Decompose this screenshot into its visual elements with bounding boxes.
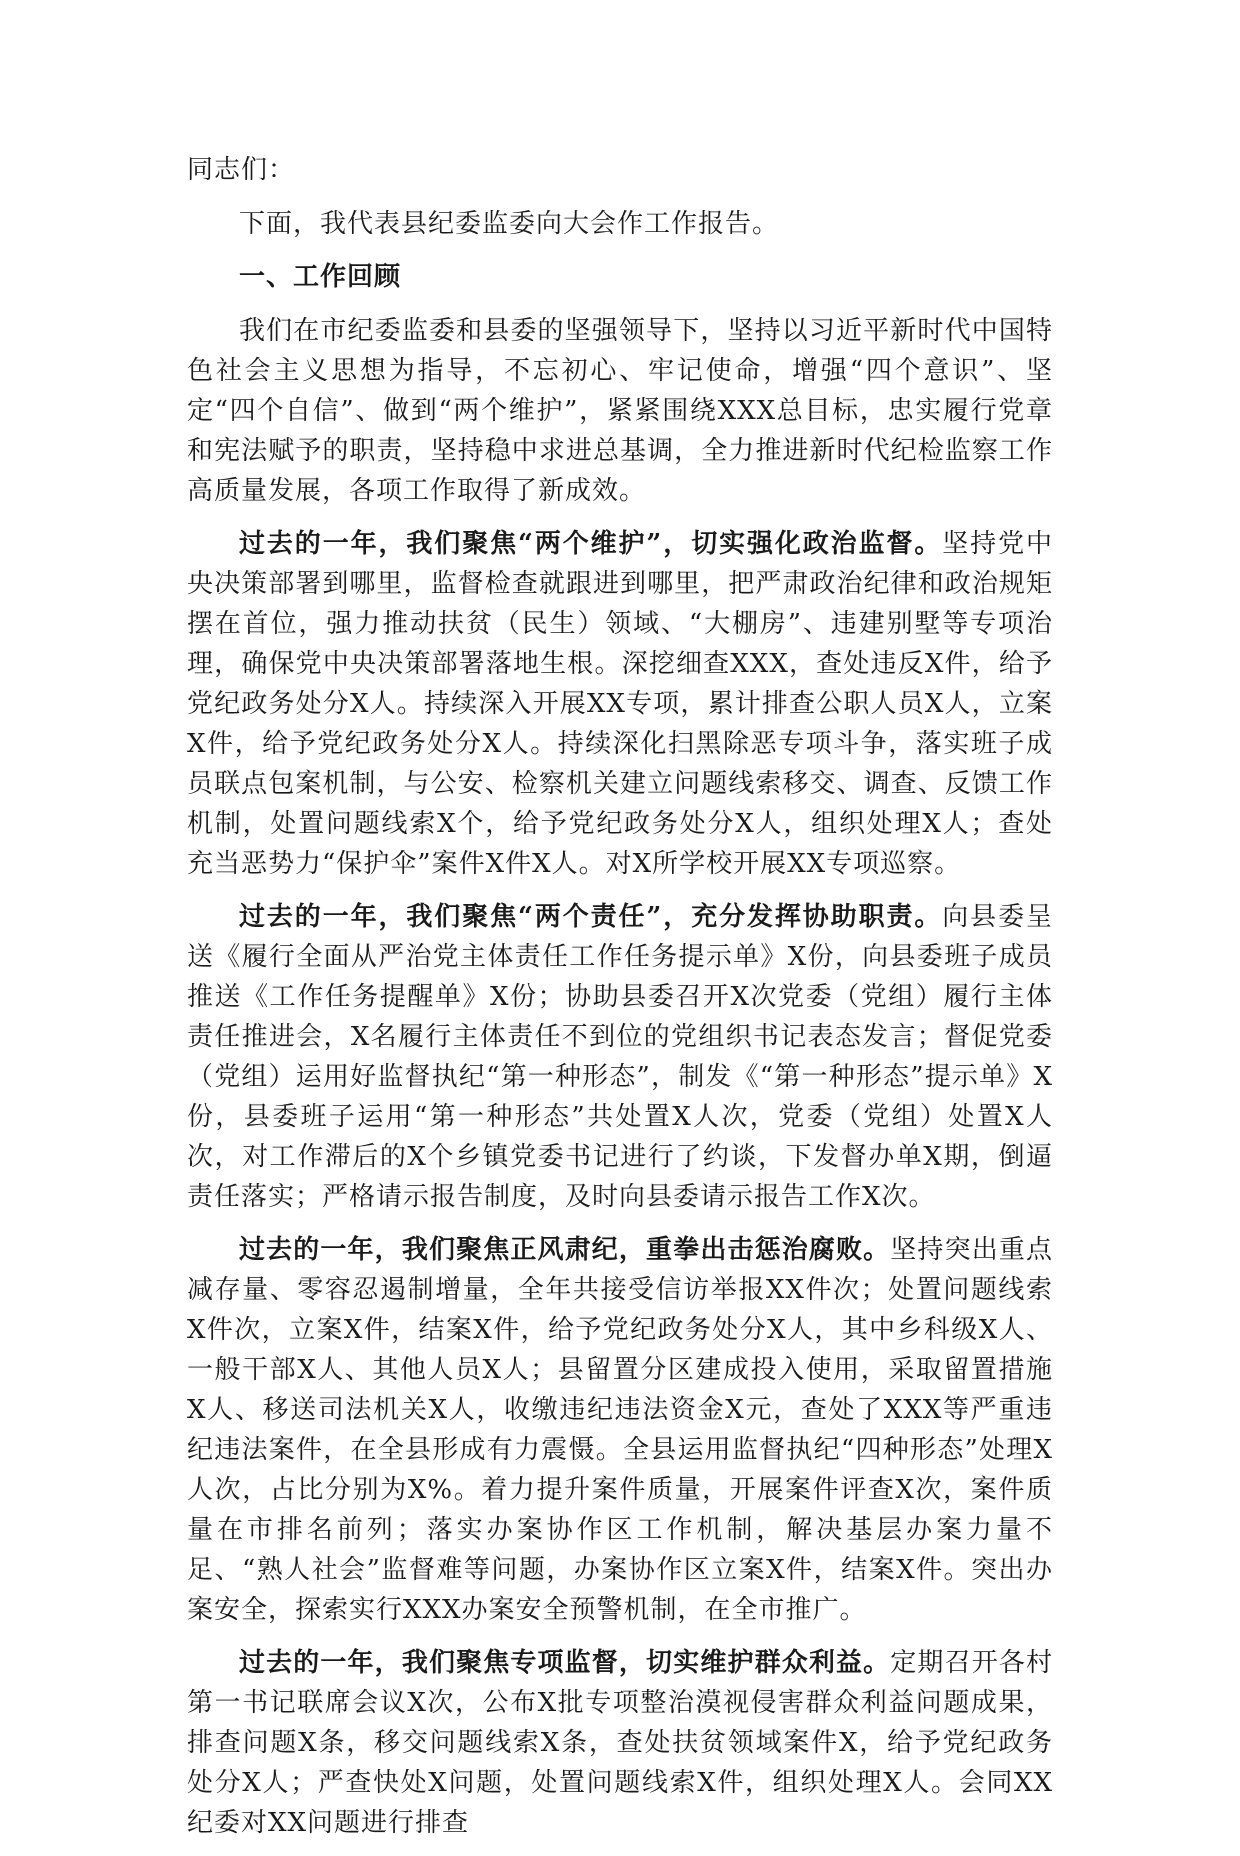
salutation: 同志们： (187, 155, 296, 185)
body-paragraph (187, 897, 1053, 1217)
body-paragraph (187, 524, 1053, 884)
paragraph-text: 定期召开各村第一书记联席会议X次，公布X批专项整治漠视侵害群众利益问题成果，排查问题X条，移交问题线索X条，查处扶贫领域案件X，给予党纪政务处分X人；严查快处X问题，处置问题线索X件，组织处理X人。会同XX纪委对XX问题进行排查 (187, 1648, 1053, 1838)
paragraph-text: 坚持党中央决策部署到哪里，监督检查就跟进到哪里，把严肃政治纪律和政治规矩摆在首位，强力推动扶贫（民生）领域、“大棚房”、违建别墅等专项治理，确保党中央决策部署落地生根。深挖细查XXX，查处违反X件，给予党纪政务处分X人。持续深入开展XX专项，累计排查公职人员X人，立案X件，给予党纪政务处分X人。持续深化扫黑除恶专项斗争，落实班子成员联点包案机制，与公安、检察机关建立问题线索移交、调查、反馈工作机制，处置问题线索X个，给予党纪政务处分X人，组织处理X人；查处充当恶势力“保护伞”案件X件X人。对X所学校开展XX专项巡察。 (187, 529, 1053, 879)
document-page (187, 150, 1053, 1856)
body-paragraph (187, 1643, 1053, 1843)
body-paragraph (187, 1230, 1053, 1630)
paragraph-text: 向县委呈送《履行全面从严治党主体责任工作任务提示单》X份，向县委班子成员推送《工作任务提醒单》X份；协助县委召开X次党委（党组）履行主体责任推进会，X名履行主体责任不到位的党组织书记表态发言；督促党委（党组）运用好监督执纪“第一种形态”，制发《“第一种形态”提示单》X份，县委班子运用“第一种形态”共处置X人次，党委（党组）处置X人次，对工作滞后的X个乡镇党委书记进行了约谈，下发督办单X期，倒逼责任落实；严格请示报告制度，及时向县委请示报告工作X次。 (187, 902, 1053, 1212)
paragraph-lead: 过去的一年，我们聚焦“两个责任”，充分发挥协助职责。 (239, 902, 943, 932)
paragraph-lead: 过去的一年，我们聚焦“两个维护”，切实强化政治监督。 (239, 529, 943, 559)
section-heading: 一、工作回顾 (239, 262, 402, 292)
intro-paragraph: 下面，我代表县纪委监委向大会作工作报告。 (239, 209, 780, 239)
paragraph-text: 我们在市纪委监委和县委的坚强领导下，坚持以习近平新时代中国特色社会主义思想为指导，不忘初心、牢记使命，增强“四个意识”、坚定“四个自信”、做到“两个维护”，紧紧围绕XXX总目标，忠实履行党章和宪法赋予的职责，坚持稳中求进总基调，全力推进新时代纪检监察工作高质量发展，各项工作取得了新成效。 (187, 316, 1053, 506)
paragraph-lead: 过去的一年，我们聚焦专项监督，切实维护群众利益。 (239, 1648, 891, 1678)
paragraph-lead: 过去的一年，我们聚焦正风肃纪，重拳出击惩治腐败。 (239, 1235, 891, 1265)
paragraph-text: 坚持突出重点减存量、零容忍遏制增量，全年共接受信访举报XX件次；处置问题线索X件次，立案X件，结案X件，给予党纪政务处分X人，其中乡科级X人、一般干部X人、其他人员X人；县留置分区建成投入使用，采取留置措施X人、移送司法机关X人，收缴违纪违法资金X元，查处了XXX等严重违纪违法案件，在全县形成有力震慑。全县运用监督执纪“四种形态”处理X人次，占比分别为X%。着力提升案件质量，开展案件评查X次，案件质量在市排名前列；落实办案协作区工作机制，解决基层办案力量不足、“熟人社会”监督难等问题，办案协作区立案X件，结案X件。突出办案安全，探索实行XXX办案安全预警机制，在全市推广。 (187, 1235, 1053, 1625)
body-paragraph (187, 311, 1053, 511)
